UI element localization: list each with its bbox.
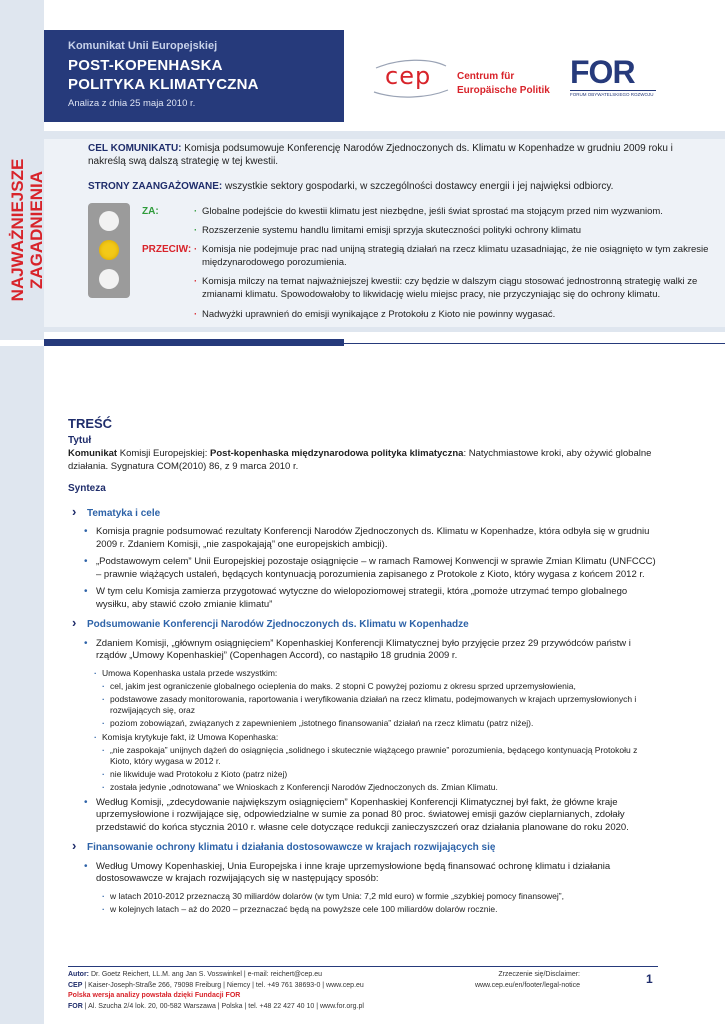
list-item-intro: · Komisja krytykuje fakt, iż Umowa Kopenhaska: (68, 732, 658, 743)
list-subitem: · poziom zobowiązań, związanych z zapewnieniem „istotnego finansowania” działań na rzecz klimatu (patrz niżej). (68, 718, 658, 729)
przeciw-item: · Komisja milczy na temat najważniejszej kwestii: czy będzie w dalszym ciągu stosować jednostronną strategię walki ze zmianami klimatu. Spowodowałoby to likwidację wielu miejsc pracy, nie przyczyniając się do ochrony klimatu. (194, 276, 714, 301)
footer-for (68, 1002, 428, 1013)
divider-bar (44, 339, 344, 346)
footer-for-label: FOR (68, 1002, 83, 1010)
strony-text: wszystkie sektory gospodarki, w szczególności dostawcy energii i jej najwięksi odbiorcy. (225, 181, 614, 192)
tytul-text (68, 447, 658, 473)
footer-right (440, 970, 580, 991)
footer-left (68, 970, 428, 1012)
tytul-bold-2: Post-kopenhaska międzynarodowa polityka klimatyczna (210, 448, 464, 459)
header-kicker: Komunikat Unii Europejskiej (68, 40, 218, 52)
list-item: • Komisja pragnie podsumować rezultaty Konferencji Narodów Zjednoczonych ds. Klimatu w Kopenhadze, która odbyła się w grudniu 2009 r. Zdaniem Komisji, „nie zaspokajają” one europejskich ambicji). (68, 526, 658, 551)
header-date: Analiza z dnia 25 maja 2010 r. (68, 98, 196, 109)
cep-logo-text: cep (385, 62, 432, 90)
header-box (44, 30, 344, 122)
przeciw-item: · Komisja nie podejmuje prac nad unijną strategią działań na rzecz klimatu uzasadniając, że nie osiągnięto w tym zakresie międzynarodowego porozumienia. (194, 244, 714, 269)
list-item: • Według Komisji, „zdecydowanie największym osiągnięciem” Kopenhaskiej Konferencji Klimatycznej był fakt, że główne kraje uprzemysłowione i rozwijające się, odpowiedzialne w sumie za ponad 80 proc. światowej emisji gazów cieplarnianych, zdołały przedstawić do końca stycznia 2010 r. własne cele dotyczące redukcji zanieczyszczeń oraz działania planowane do roku 2020. (68, 797, 658, 835)
footer-divider (68, 966, 658, 967)
cep-name (457, 70, 550, 98)
list-subitem: · została jedynie „odnotowana” we Wnioskach z Konferencji Narodów Zjednoczonych ds. Zmian Klimatu. (68, 782, 658, 793)
traffic-light-lamp-bottom (99, 269, 119, 289)
divider-line (344, 343, 725, 344)
za-item: · Rozszerzenie systemu handlu limitami emisji sprzyja skuteczności polityki ochrony klimatu (194, 225, 714, 238)
section-title: TREŚĆ (68, 416, 113, 431)
list-subitem: · cel, jakim jest ograniczenie globalnego ocieplenia do maks. 2 stopni C powyżej poziomu z okresu sprzed uprzemysłowienia, (68, 681, 658, 692)
traffic-light-icon (88, 203, 130, 298)
footer-cep (68, 981, 428, 992)
for-logo-letters: FOR (570, 54, 635, 90)
footer-author-label: Autor: (68, 971, 89, 978)
strony-zaangazowane (88, 180, 688, 193)
list-subitem: · podstawowe zasady monitorowania, raportowania i weryfikowania działań na rzecz klimatu, podejmowanych w krajach uprzemysłowionych i rozwijających się, oraz (68, 694, 658, 716)
footer-polish-note: Polska wersja analizy powstała dzięki Fundacji FOR (68, 992, 241, 999)
list-item: • Zdaniem Komisji, „głównym osiągnięciem” Kopenhaskiej Konferencji Klimatycznej było przyjęcie przez 29 przywódców państw i rządów „Umowy Kopenhaskiej” (Copenhagen Accord), co nastąpiło 18 grudnia 2009 r. (68, 638, 658, 663)
przeciw-label: PRZECIW: (142, 244, 192, 255)
side-label-line-1: NAJWAŻNIEJSZE (8, 158, 27, 302)
cep-name-line-1: Centrum für (457, 71, 515, 82)
cel-text: Komisja podsumowuje Konferencję Narodów Zjednoczonych ds. Klimatu w Kopenhadze w grudniu 2009 roku i nakreślą swą dalszą strategię w tej kwestii. (88, 143, 673, 167)
title-line-2: POLITYKA KLIMATYCZNA (68, 76, 259, 93)
left-stripe-bottom (0, 346, 44, 1024)
list-subitem: · w latach 2010-2012 przeznaczą 30 miliardów dolarów (w tym Unia: 7,2 mld euro) w formie „szybkiej pomocy finansowej”, (68, 891, 658, 902)
cep-name-line-2: Europäische Politik (457, 85, 550, 96)
page-title (68, 56, 344, 94)
traffic-light-lamp-top (99, 211, 119, 231)
for-logo (570, 56, 656, 100)
list-subitem: · w kolejnych latach – aż do 2020 – przeznaczać będą na powyższe cele 100 miliardów dolarów rocznie. (68, 904, 658, 915)
footer-disclaimer-label: Zrzeczenie się/Disclaimer: (498, 971, 580, 978)
za-item: · Globalne podejście do kwestii klimatu jest niezbędne, jeśli świat sprostać ma stojącym przed nim wyzwaniom. (194, 206, 714, 219)
footer-cep-text: | Kaiser-Joseph-Straße 266, 79098 Freiburg | Niemcy | tel. +49 761 38693-0 | www.cep.eu (82, 981, 364, 989)
side-label (8, 150, 58, 310)
traffic-light-lamp-middle (99, 240, 119, 260)
list-subitem: · nie likwiduje wad Protokołu z Kioto (patrz niżej) (68, 769, 658, 780)
section-heading: › Podsumowanie Konferencji Narodów Zjednoczonych ds. Klimatu w Kopenhadze (72, 619, 658, 632)
strony-label: STRONY ZAANGAŻOWANE: (88, 181, 223, 192)
tytul-text-2: : Natychmiastowe kroki, aby ożywić globalne działania. Sygnatura COM(2010) 86, z 9 marca 2010 r. (68, 448, 652, 472)
tytul-label: Tytuł (68, 434, 92, 446)
list-subitem: · „nie zaspokaja” unijnych dążeń do osiągnięcia „solidnego i skutecznie wiążącego prawnie” porozumienia, będącego kontynuacją Protokołu z Kioto, który wygasa w 2012 r. (68, 745, 658, 767)
section-heading: › Tematyka i cele (72, 508, 658, 521)
tytul-bold-1: Komunikat (68, 448, 118, 459)
main-content (68, 418, 658, 917)
synteza-label: Synteza (68, 483, 106, 494)
za-label: ZA: (142, 206, 159, 217)
footer-cep-label: CEP (68, 981, 83, 989)
cel-komunikatu (88, 142, 688, 168)
side-label-text (8, 150, 46, 310)
for-logo-subtitle: FORUM OBYWATELSKIEGO ROZWOJU (570, 90, 656, 97)
footer-disclaimer-link[interactable]: www.cep.eu/en/footer/legal-notice (474, 981, 580, 989)
footer-author (68, 970, 428, 981)
cel-label: CEL KOMUNIKATU: (88, 143, 182, 154)
section-heading: › Finansowanie ochrony klimatu i działania dostosowawcze w krajach rozwijających się (72, 842, 658, 855)
side-label-line-2: ZAGADNIENIA (27, 170, 46, 290)
list-item: • W tym celu Komisja zamierza przygotować wytyczne do wielopoziomowej strategii, która „pomoże utrzymać tempo globalnego wysiłku, aby stawić czoło zmianie klimatu” (68, 586, 658, 611)
title-line-1: POST-KOPENHASKA (68, 57, 223, 74)
list-item: • „Podstawowym celem” Unii Europejskiej pozostaje osiągnięcie – w ramach Ramowej Konwencji w sprawie Zmian Klimatu (UNFCCC) – prawnie wiążących ustaleń, będących kontynuacją porozumienia zapisanego z Protokole z Kioto, który wygasa z końcem 2012 r. (68, 556, 658, 581)
footer-author-text: Dr. Goetz Reichert, LL.M. ang Jan S. Vosswinkel | e-mail: reichert@cep.eu (89, 971, 323, 978)
tytul-text-1: Komisji Europejskiej: (117, 448, 211, 459)
list-item: • Według Umowy Kopenhaskiej, Unia Europejska i inne kraje uprzemysłowione będą finansować ochronę klimatu i działania dostosowawcze w krajach rozwijających się w następujący sposób: (68, 861, 658, 886)
przeciw-item: · Nadwyżki uprawnień do emisji wynikające z Protokołu z Kioto nie powinny wygasać. (194, 309, 714, 322)
list-item-intro: · Umowa Kopenhaska ustala przede wszystkim: (68, 668, 658, 679)
page-number: 1 (646, 972, 653, 986)
footer-for-text: | Al. Szucha 2/4 lok. 20, 00-582 Warszawa | Polska | tel. +48 22 427 40 10 | www.for.org.pl (82, 1002, 364, 1010)
